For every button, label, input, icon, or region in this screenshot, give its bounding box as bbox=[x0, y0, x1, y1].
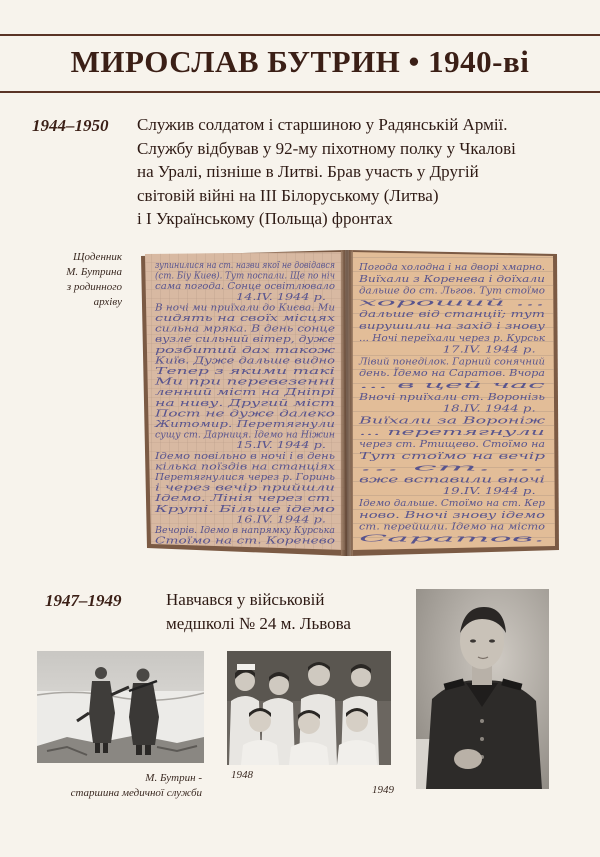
diary-handwriting-line: Виїхали за Вороніж bbox=[357, 415, 546, 427]
diary-handwriting-line: день. Їдемо на Саратов. Вчора bbox=[359, 368, 517, 380]
photo-portrait-1949 bbox=[416, 589, 549, 789]
photo-group-1948 bbox=[227, 651, 391, 765]
caption-line: архіву bbox=[93, 296, 122, 308]
diary-handwriting-line: (ст. Біу Киев). Тут поспали. Ще по ніч bbox=[155, 271, 343, 282]
diary-handwriting-line: дальше від станції; тут bbox=[359, 309, 545, 321]
portrait-photo-caption: 1949 bbox=[372, 784, 394, 796]
diary-handwriting-line: Стоїмо на ст. Коренево bbox=[155, 536, 336, 547]
diary-handwriting-line: Ми при перевезенні bbox=[153, 377, 336, 388]
diary-handwriting-line: ново. Вночі знову ідемо bbox=[359, 509, 546, 521]
diary-handwriting-line: Вночі приїхали ст. Воронізь bbox=[357, 391, 545, 403]
diary-handwriting-line: Тут стоїмо на вечір bbox=[359, 450, 545, 462]
diary-caption bbox=[2, 250, 122, 310]
diary-handwriting-line: на ниву. Другий міст bbox=[155, 398, 335, 409]
caption-line: з родинного bbox=[66, 281, 122, 293]
diary-handwriting-line: вже вставили вночі bbox=[359, 474, 545, 486]
diary-drawing bbox=[133, 244, 563, 562]
diary-photo bbox=[133, 244, 563, 562]
diary-handwriting-line: Київ. Дуже дальше видно bbox=[153, 356, 336, 367]
diary-handwriting-line: ... Ночі переїхали через р. Курськ bbox=[359, 332, 546, 344]
diary-handwriting-line: Тепер з якими такі bbox=[155, 367, 336, 377]
years-label-1947-1949: 1947–1949 bbox=[45, 591, 122, 610]
description-line: Навчався у військовій bbox=[166, 590, 325, 609]
description-line: медшколі № 24 м. Львова bbox=[166, 613, 351, 633]
diary-handwriting-line: вирушили на захід і знову bbox=[359, 321, 546, 332]
diary-handwriting-line: 19.IV. 1944 р. bbox=[442, 486, 536, 498]
top-rule bbox=[0, 34, 600, 36]
diary-handwriting-line: сильна мряка. В день сонце bbox=[155, 324, 335, 335]
diary-handwriting-line: Ідемо повільно в ночі і в день bbox=[153, 451, 336, 462]
years-label-1944-1950: 1944–1950 bbox=[32, 116, 109, 135]
diary-handwriting-line: вузле сильний вітер, дуже bbox=[155, 335, 335, 346]
diary-handwriting-line: ... в цей час bbox=[359, 380, 548, 391]
diary-handwriting-line: ... перетягнули bbox=[359, 427, 545, 439]
photo-soldiers-winter bbox=[37, 651, 204, 763]
service-description bbox=[137, 113, 516, 231]
diary-handwriting-line: ст. перейшли. Ідемо на місто bbox=[359, 521, 546, 533]
diary-handwriting-line: сущу ст. Дарниця. Ідемо на Ніжин bbox=[155, 430, 336, 441]
description-line: Служив солдатом і старшиною у Радянській Армії. bbox=[137, 115, 508, 134]
education-description bbox=[166, 588, 351, 635]
diary-handwriting-line: Ідемо. Лінія через ст. bbox=[153, 494, 336, 505]
diary-handwriting-line: хороший ... bbox=[359, 297, 545, 309]
diary-handwriting-line: Вечорів. Ідемо в напрямку Курська bbox=[153, 526, 335, 536]
diary-handwriting-line: через ст. Ртищево. Стоїмо на bbox=[359, 439, 546, 450]
diary-handwriting-line: Виїхали з Коренева і доїхали bbox=[357, 273, 545, 285]
description-line: і І Українському (Польща) фронтах bbox=[137, 209, 393, 228]
diary-handwriting-line: кілька поїздів на станціях bbox=[155, 462, 335, 473]
soldiers-photo-caption bbox=[40, 771, 202, 801]
diary-handwriting-line: сама погода. Сонце освітлювало bbox=[155, 282, 336, 293]
diary-handwriting-line: Ідемо дальше. Стоїмо на ст. Кер bbox=[357, 498, 545, 509]
diary-handwriting-line: Лівий понеділок. Гарний сонячний bbox=[357, 356, 545, 368]
diary-handwriting-line: 18.IV. 1944 р. bbox=[442, 403, 536, 415]
diary-handwriting-line: і через вечір прийшли bbox=[155, 483, 336, 494]
diary-handwriting-line: Круті. Більше ідемо bbox=[153, 504, 337, 515]
diary-handwriting-line: Житомир. Перетягнули bbox=[153, 420, 336, 430]
diary-handwriting-line: сидять на своїх місцях bbox=[155, 314, 335, 324]
diary-handwriting-line: 14.IV. 1944 р. bbox=[236, 292, 327, 303]
diary-handwriting-line: розбитий дах також bbox=[155, 345, 260, 356]
description-line: світовій війні на ІІІ Білоруському (Литва) bbox=[137, 185, 439, 205]
diary-handwriting-line: зупинилися на ст. назви якої не довідався bbox=[155, 261, 336, 271]
page-title: МИРОСЛАВ БУТРИН • 1940-ві bbox=[70, 44, 530, 79]
diary-handwriting-line: В ночі ми приїхали до Києва. Ми bbox=[153, 303, 336, 314]
diary-handwriting-line: дальше до ст. Льгов. Тут стоїмо bbox=[359, 285, 546, 297]
caption-line: М. Бутрина bbox=[66, 266, 122, 278]
group-photo-caption: 1948 bbox=[231, 769, 253, 781]
diary-handwriting-line: 15.IV. 1944 р. bbox=[236, 441, 327, 452]
description-line: на Уралі, пізніше в Литві. Брав участь у Другій bbox=[137, 162, 479, 181]
diary-handwriting-line: ленний міст на Дніпрі bbox=[155, 388, 336, 399]
caption-line: старшина медичної служби bbox=[70, 787, 202, 799]
diary-handwriting-line: Саратов. bbox=[359, 533, 545, 545]
title-underline bbox=[0, 91, 600, 93]
diary-handwriting-line: Погода холодна і на дворі хмарно. bbox=[357, 262, 545, 273]
diary-handwriting-line: Пост не дуже далеко bbox=[153, 409, 336, 420]
diary-handwriting-line: ... ст. ... bbox=[359, 462, 545, 474]
diary-handwriting-line: Перетягнулися через р. Горинь bbox=[153, 473, 336, 483]
diary-handwriting-line: 16.IV. 1944 р. bbox=[236, 515, 327, 526]
caption-line: М. Бутрин - bbox=[145, 772, 202, 784]
caption-line: Щоденник bbox=[73, 251, 122, 263]
description-line: Службу відбував у 92-му піхотному полку у Чкалові bbox=[137, 138, 516, 158]
diary-handwriting-line: 17.IV. 1944 р. bbox=[442, 344, 536, 356]
